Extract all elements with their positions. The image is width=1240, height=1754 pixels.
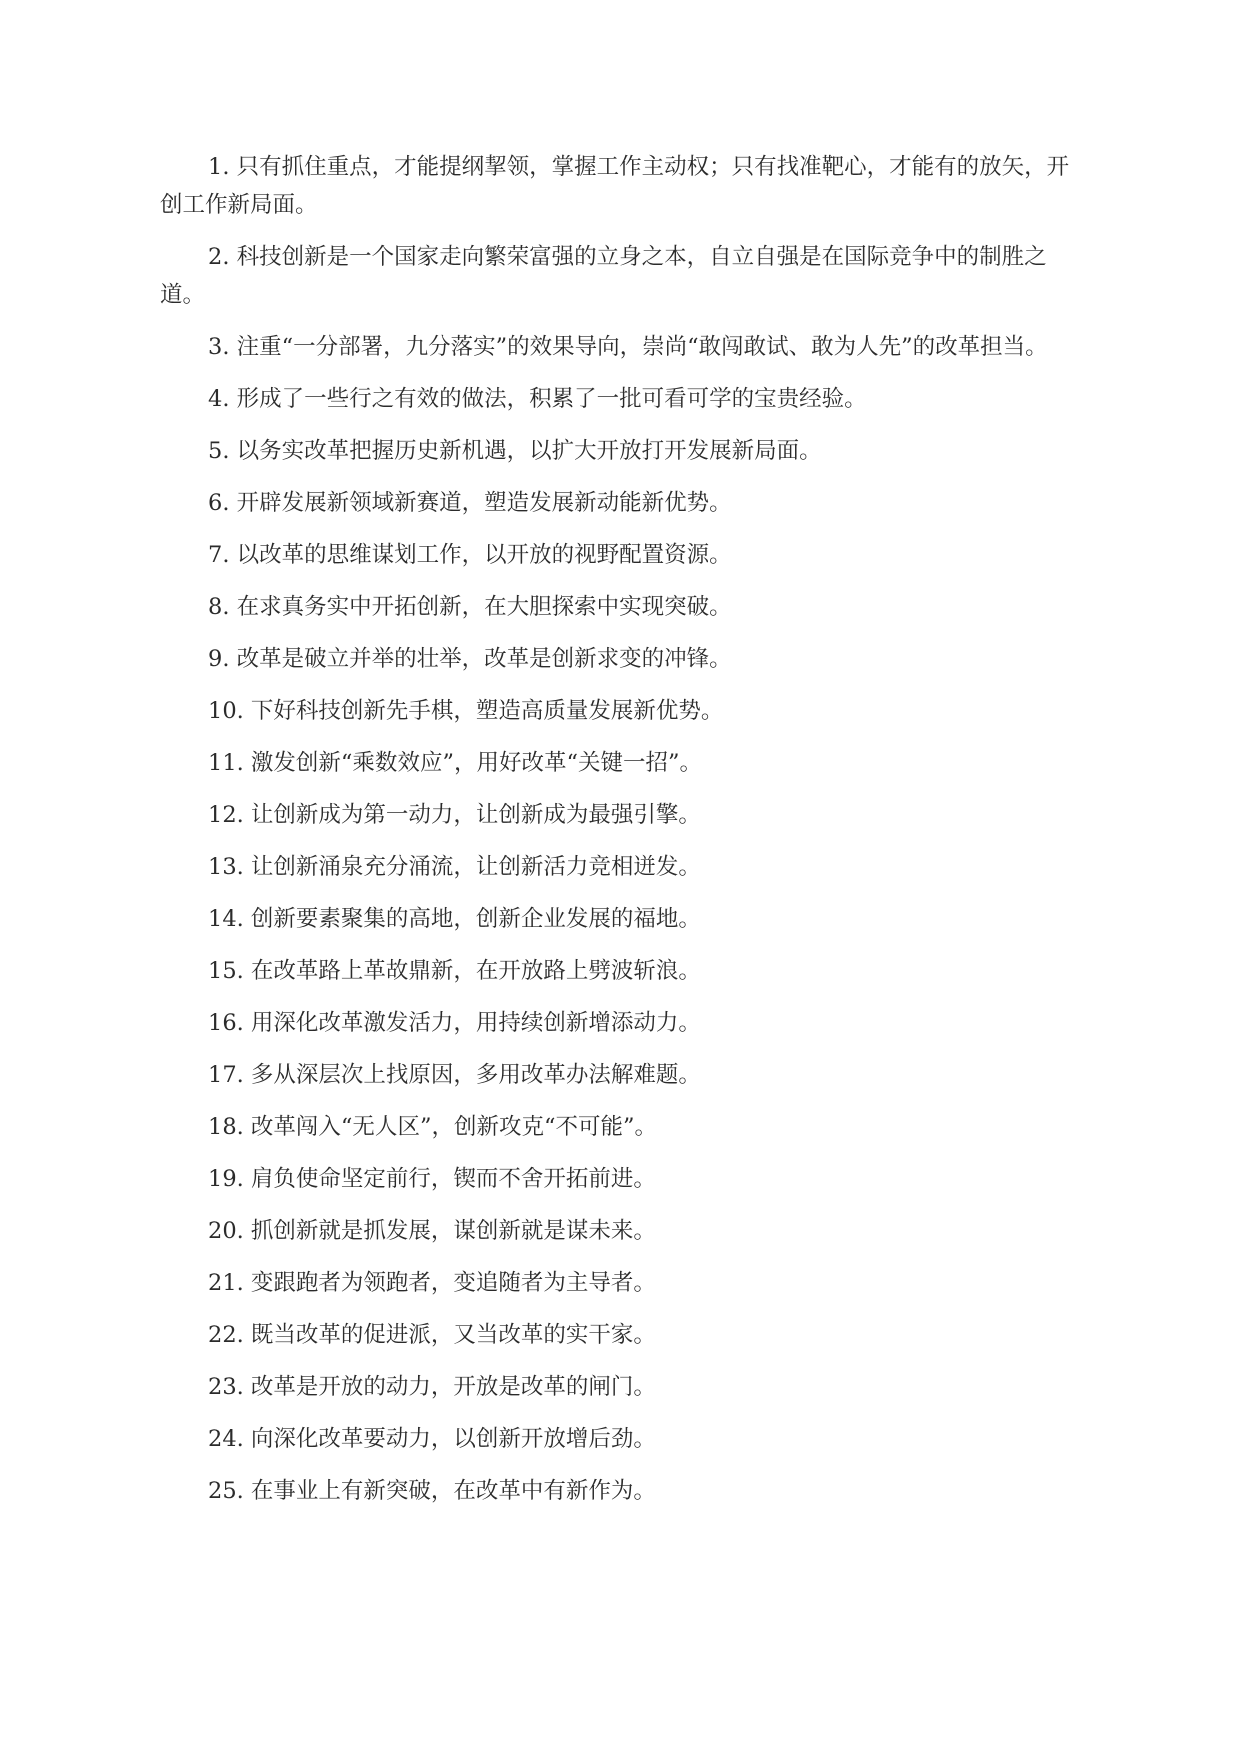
list-item: 7. 以改革的思维谋划工作，以开放的视野配置资源。 (208, 542, 732, 568)
list-item: 20. 抓创新就是抓发展，谋创新就是谋未来。 (208, 1218, 656, 1244)
list-item: 18. 改革闯入“无人区”，创新攻克“不可能”。 (208, 1114, 657, 1140)
list-item: 25. 在事业上有新突破，在改革中有新作为。 (208, 1478, 656, 1504)
list-item: 8. 在求真务实中开拓创新，在大胆探索中实现突破。 (208, 594, 732, 620)
list-item: 4. 形成了一些行之有效的做法，积累了一批可看可学的宝贵经验。 (208, 386, 867, 412)
list-item: 22. 既当改革的促进派，又当改革的实干家。 (208, 1322, 656, 1348)
list-item: 6. 开辟发展新领域新赛道，塑造发展新动能新优势。 (208, 490, 732, 516)
list-item: 17. 多从深层次上找原因，多用改革办法解难题。 (208, 1062, 701, 1088)
list-item: 2. 科技创新是一个国家走向繁荣富强的立身之本，自立自强是在国际竞争中的制胜之道。 (160, 244, 1047, 308)
list-item: 15. 在改革路上革故鼎新，在开放路上劈波斩浪。 (208, 958, 701, 984)
list-item: 5. 以务实改革把握历史新机遇，以扩大开放打开发展新局面。 (208, 438, 822, 464)
list-item: 12. 让创新成为第一动力，让创新成为最强引擎。 (208, 802, 701, 828)
list-item: 3. 注重“一分部署，九分落实”的效果导向，崇尚“敢闯敢试、敢为人先”的改革担当。 (208, 334, 1048, 360)
list-item: 24. 向深化改革要动力，以创新开放增后劲。 (208, 1426, 656, 1452)
list-item: 21. 变跟跑者为领跑者，变追随者为主导者。 (208, 1270, 656, 1296)
list-item: 13. 让创新涌泉充分涌流，让创新活力竞相迸发。 (208, 854, 701, 880)
list-item: 1. 只有抓住重点，才能提纲挈领，掌握工作主动权；只有找准靶心，才能有的放矢，开创工作新局面。 (160, 154, 1070, 218)
list-item: 19. 肩负使命坚定前行，锲而不舍开拓前进。 (208, 1166, 656, 1192)
document-body (160, 148, 1090, 1510)
list-item: 11. 激发创新“乘数效应”，用好改革“关键一招”。 (208, 750, 702, 776)
list-item: 10. 下好科技创新先手棋，塑造高质量发展新优势。 (208, 698, 724, 724)
list-item: 16. 用深化改革激发活力，用持续创新增添动力。 (208, 1010, 701, 1036)
list-item: 14. 创新要素聚集的高地，创新企业发展的福地。 (208, 906, 701, 932)
list-item: 23. 改革是开放的动力，开放是改革的闸门。 (208, 1374, 656, 1400)
list-item: 9. 改革是破立并举的壮举，改革是创新求变的冲锋。 (208, 646, 732, 672)
